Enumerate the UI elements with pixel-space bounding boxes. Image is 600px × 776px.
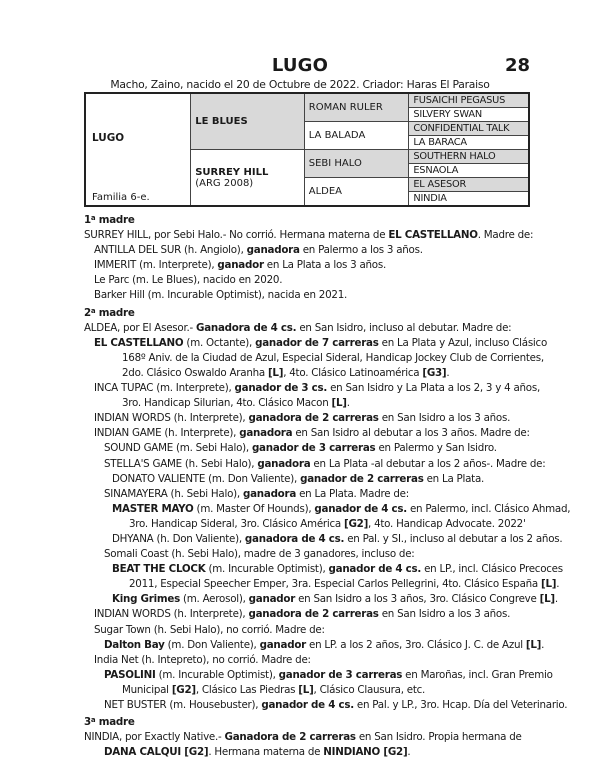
- text-line: [84, 623, 544, 638]
- pedigree-sire: LE BLUES: [191, 93, 305, 150]
- bold-text: DANA CALQUI [G2]: [104, 746, 209, 759]
- section-heading: [84, 211, 544, 228]
- bold-text: [L]: [541, 578, 557, 591]
- section-heading-number: 2: [84, 306, 91, 319]
- pedigree-dam-detail: (ARG 2008): [195, 177, 254, 189]
- pedigree-horse-cell: [85, 93, 191, 206]
- page-title: LUGO: [271, 55, 329, 76]
- text-line: [84, 351, 544, 366]
- text-segment: en La Plata a los 3 años.: [263, 259, 386, 272]
- text-line: [84, 745, 544, 760]
- pedigree-gen4-2: SILVERY SWAN: [409, 108, 529, 122]
- text-segment: en La Plata y Azul, incluso Clásico: [378, 336, 548, 349]
- text-line: [84, 366, 544, 381]
- text-segment: en La Plata. Madre de:: [296, 487, 409, 500]
- text-segment: SINAMAYERA (h. Sebi Halo),: [104, 487, 243, 500]
- text-line: [84, 396, 544, 411]
- bold-text: ganador: [217, 259, 264, 272]
- text-line: [84, 577, 560, 592]
- bold-text: [G2]: [344, 517, 369, 530]
- text-segment: Municipal: [122, 683, 172, 696]
- bold-text: [G2]: [171, 683, 196, 696]
- text-segment: .: [556, 578, 560, 591]
- horse-subtitle: Macho, Zaino, nacido el 20 de Octubre de 2022. Criador: Haras El Paraiso: [110, 78, 490, 91]
- bold-text: ganador de 4 cs.: [328, 563, 422, 576]
- text-segment: en Pal. y LP., 3ro. Hcap. Día del Veterinario.: [353, 699, 568, 711]
- text-line: [84, 411, 544, 426]
- text-segment: ANTILLA DEL SUR (h. Angiolo),: [94, 244, 247, 257]
- text-segment: INDIAN GAME (h. Interprete),: [94, 427, 240, 440]
- bold-text: Dalton Bay: [104, 638, 165, 651]
- page-number: 28: [504, 55, 530, 76]
- pedigree-gen4-4: LA BARACA: [409, 136, 529, 150]
- text-segment: , 4to. Handicap Advocate. 2022': [368, 517, 526, 530]
- bold-text: ganadora de 4 cs.: [244, 532, 345, 545]
- bold-text: MASTER MAYO: [112, 502, 194, 515]
- pedigree-sire-sire: ROMAN RULER: [304, 93, 409, 122]
- text-segment: Sugar Town (h. Sebi Halo), no corrió. Madre de:: [94, 623, 325, 636]
- section-heading-number: 3: [84, 716, 91, 729]
- text-segment: INCA TUPAC (m. Interprete),: [94, 382, 235, 395]
- section-heading-text: madre: [95, 716, 135, 729]
- text-segment: (m. Octante),: [183, 336, 256, 349]
- text-segment: DONATO VALIENTE (m. Don Valiente),: [112, 472, 301, 485]
- bold-text: ganador de 4 cs.: [261, 699, 354, 711]
- text-segment: INDIAN WORDS (h. Interprete),: [94, 608, 249, 621]
- text-segment: Le Parc (m. Le Blues), nacido en 2020.: [94, 274, 283, 287]
- section-heading-ordinal: a: [90, 214, 96, 222]
- pedigree-gen4-6: ESNAOLA: [409, 164, 529, 178]
- text-segment: en LP., incl. Clásico Precoces: [421, 563, 563, 576]
- bold-text: [L]: [267, 366, 284, 379]
- text-segment: .: [407, 746, 411, 759]
- text-line: [84, 381, 544, 396]
- bold-text: BEAT THE CLOCK: [112, 563, 206, 576]
- text-segment: .: [446, 366, 450, 379]
- text-segment: INDIAN WORDS (h. Interprete),: [94, 412, 249, 425]
- text-line: [84, 668, 553, 683]
- bold-text: EL CASTELLANO: [94, 336, 184, 349]
- bold-text: ganadora: [239, 427, 293, 440]
- bold-text: [G3]: [422, 366, 447, 379]
- text-line: [84, 532, 563, 547]
- bold-text: PASOLINI: [104, 668, 156, 681]
- text-segment: . Hermana materna de: [208, 746, 324, 759]
- section-heading-ordinal: a: [90, 716, 96, 725]
- text-segment: , 4to. Clásico Latinoamérica: [283, 366, 423, 379]
- bold-text: EL CASTELLANO: [388, 229, 478, 242]
- bold-text: [L]: [539, 593, 555, 606]
- text-segment: en Pal. y SI., incluso al debutar a los 2 años.: [344, 532, 563, 545]
- text-segment: en San Isidro, incluso al debutar. Madre de:: [296, 321, 512, 334]
- text-line: [84, 457, 544, 472]
- pedigree-gen4-7: EL ASESOR: [409, 178, 529, 192]
- bold-text: Ganadora de 4 cs.: [196, 321, 297, 334]
- text-line: [84, 517, 544, 532]
- text-segment: (m. Aerosol),: [179, 593, 249, 606]
- text-segment: , Clásico Las Piedras: [195, 683, 299, 696]
- bold-text: ganadora: [246, 244, 300, 257]
- text-segment: 3ro. Handicap Silurian, 4to. Clásico Macon: [122, 397, 332, 410]
- text-line: [84, 273, 544, 288]
- section-heading-text: madre: [95, 306, 135, 319]
- bold-text: ganador: [248, 593, 296, 606]
- bold-text: ganador de 7 carreras: [255, 336, 379, 349]
- pedigree-dam-sire: SEBI HALO: [304, 150, 409, 178]
- text-line: [84, 336, 548, 351]
- bold-text: ganadora: [242, 487, 297, 500]
- text-segment: IMMERIT (m. Interprete),: [94, 259, 218, 272]
- text-segment: en San Isidro y La Plata a los 2, 3 y 4 años,: [327, 382, 540, 395]
- text-segment: India Net (h. Intepreto), no corrió. Madre de:: [94, 653, 311, 666]
- text-line: [84, 607, 544, 622]
- text-segment: en San Isidro a los 3 años.: [378, 412, 511, 425]
- text-line: [84, 258, 544, 273]
- bold-text: ganador de 3 cs.: [234, 382, 328, 395]
- bold-text: ganadora de 2 carreras: [248, 412, 379, 425]
- text-line: [84, 683, 544, 698]
- section-heading: [84, 713, 544, 730]
- text-line: [84, 502, 571, 517]
- text-line: [84, 698, 568, 713]
- bold-text: ganador de 2 carreras: [300, 472, 424, 485]
- text-segment: .: [554, 593, 558, 606]
- text-line: [84, 228, 544, 243]
- text-segment: DHYANA (h. Don Valiente),: [112, 532, 245, 545]
- text-segment: 168º Aniv. de la Ciudad de Azul, Especial Sideral, Handicap Jockey Club de Corrientes,: [122, 351, 544, 364]
- text-segment: SURREY HILL, por Sebi Halo.- No corrió. Hermana materna de: [84, 229, 389, 242]
- section-heading-number: 1: [84, 214, 91, 226]
- text-segment: (m. Master Of Hounds),: [193, 502, 315, 515]
- pedigree-family: Familia 6-e.: [92, 192, 150, 203]
- pedigree-sire-dam: LA BALADA: [304, 122, 409, 150]
- bold-text: Ganadora de 2 carreras: [224, 731, 356, 744]
- text-segment: (m. Incurable Optimist),: [205, 563, 329, 576]
- text-line: [84, 638, 544, 653]
- bold-text: ganadora de 2 carreras: [248, 608, 379, 621]
- section-heading: [84, 304, 544, 321]
- text-segment: .: [346, 397, 350, 410]
- text-segment: 2011, Especial Speecher Emper, 3ra. Especial Carlos Pellegrini, 4to. Clásico España: [129, 578, 541, 591]
- text-segment: .: [541, 638, 545, 651]
- pedigree-table: [84, 92, 530, 207]
- bold-text: [L]: [525, 638, 542, 651]
- bold-text: ganador de 3 carreras: [278, 668, 403, 681]
- text-segment: SOUND GAME (m. Sebi Halo),: [104, 442, 252, 455]
- bold-text: NINDIANO [G2]: [323, 746, 408, 759]
- text-line: [84, 441, 544, 456]
- section-heading-ordinal: a: [90, 306, 96, 315]
- text-segment: en Maroñas, incl. Gran Premio: [402, 668, 553, 681]
- bold-text: ganadora: [257, 457, 311, 470]
- text-segment: en LP. a los 2 años, 3ro. Clásico J. C. de Azul: [305, 638, 526, 651]
- bold-text: ganador de 4 cs.: [314, 502, 407, 515]
- text-segment: , Clásico Clausura, etc.: [313, 683, 426, 696]
- text-segment: (m. Incurable Optimist),: [155, 668, 279, 681]
- pedigree-dam-cell: [191, 150, 305, 207]
- pedigree-dam-dam: ALDEA: [304, 178, 409, 207]
- pedigree-horse-name: LUGO: [92, 132, 125, 144]
- family-text: [84, 211, 571, 760]
- pedigree-gen4-8: NINDIA: [409, 192, 529, 207]
- text-line: [84, 547, 544, 562]
- pedigree-gen4-5: SOUTHERN HALO: [409, 150, 529, 164]
- text-segment: en La Plata.: [423, 472, 485, 485]
- text-segment: Barker Hill (m. Incurable Optimist), nacida en 2021.: [94, 289, 348, 302]
- text-segment: Somali Coast (h. Sebi Halo), madre de 3 ganadores, incluso de:: [104, 548, 415, 561]
- bold-text: [L]: [298, 683, 314, 696]
- bold-text: [L]: [331, 397, 347, 410]
- text-segment: en Palermo a los 3 años.: [299, 244, 423, 257]
- text-segment: 2do. Clásico Oswaldo Aranha: [122, 366, 268, 379]
- text-line: [84, 288, 544, 303]
- pedigree-gen4-3: CONFIDENTIAL TALK: [409, 122, 529, 136]
- bold-text: King Grimes: [112, 593, 180, 606]
- text-segment: en Palermo y San Isidro.: [375, 442, 497, 455]
- text-line: [84, 592, 558, 607]
- text-line: [84, 562, 563, 577]
- text-line: [84, 321, 544, 336]
- text-segment: STELLA'S GAME (h. Sebi Halo),: [104, 457, 258, 470]
- text-segment: en San Isidro al debutar a los 3 años. Madre de:: [292, 427, 530, 440]
- text-line: [84, 653, 544, 668]
- text-segment: en La Plata -al debutar a los 2 años-. Madre de:: [310, 457, 546, 470]
- text-segment: en San Isidro. Propia hermana de: [355, 731, 522, 744]
- text-line: [84, 426, 544, 441]
- text-line: [84, 487, 544, 502]
- text-segment: . Madre de:: [477, 229, 534, 242]
- text-line: [84, 472, 544, 487]
- text-line: [84, 730, 544, 745]
- text-line: [84, 243, 544, 258]
- text-segment: 3ro. Handicap Sideral, 3ro. Clásico América: [129, 517, 344, 530]
- text-segment: en Palermo, incl. Clásico Ahmad,: [406, 502, 571, 515]
- bold-text: ganador: [259, 638, 306, 651]
- text-segment: en San Isidro a los 3 años.: [378, 608, 511, 621]
- bold-text: ganador de 3 carreras: [251, 442, 376, 455]
- text-segment: ALDEA, por El Asesor.-: [84, 321, 196, 334]
- section-heading-text: madre: [95, 214, 135, 226]
- text-segment: (m. Don Valiente),: [164, 638, 260, 651]
- text-segment: en San Isidro a los 3 años, 3ro. Clásico Congreve: [295, 593, 540, 606]
- text-segment: NET BUSTER (m. Housebuster),: [104, 699, 262, 711]
- pedigree-gen4-1: FUSAICHI PEGASUS: [409, 93, 529, 108]
- pedigree-dam: SURREY HILL: [195, 166, 269, 178]
- text-segment: NINDIA, por Exactly Native.-: [84, 731, 225, 744]
